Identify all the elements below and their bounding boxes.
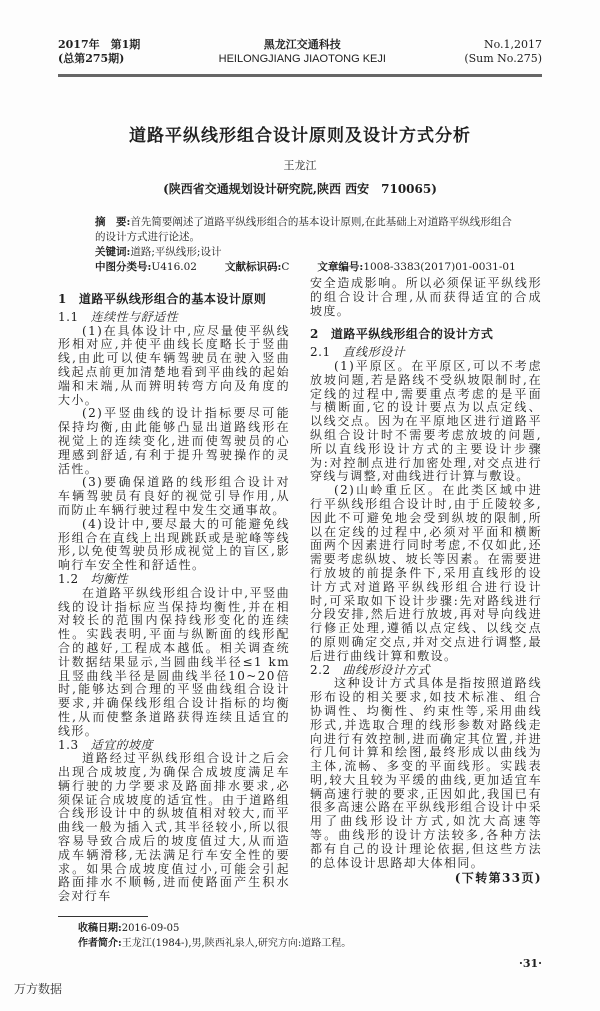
paragraph: (2)山岭重丘区。在此类区域中进行平纵线形组合设计时,由于丘陵较多,因此不可避免地会受到纵坡的限制,所以在定线的过程中,必须对平面和横断面两个因素进行同时考虑,不仅如此,还需要考虑纵坡、坡长等因素。在需要进行放坡的前提条件下,采用直线形的设计方式对道路平纵线形组合进行设计时,可采取如下设计步骤:先对路线进行分段安排,然后进行放坡,再对导向线进行修正处理,遵循以点定线、以线交点的原则确定交点,并对交点进行调整,最后进行曲线计算和敷设。 [310, 483, 542, 663]
paragraph: 在道路平纵线形组合设计中,平竖曲线的设计指标应当保持均衡性,并在相对较长的范围内保持线形变化的连续性。实践表明,平面与纵断面的线形配合的越好,工程成本越低。相关调查统计数据结果显示,当圆曲线半径≤1 km且竖曲线半径是圆曲线半径10~20倍时,能够达到合理的平竖曲线组合设计要求,并确保线形组合设计指标的均衡性,从而使整条道路获得连续且适宜的线形。 [58, 585, 290, 738]
abstract-text: 首先简要阐述了道路平纵线形组合的基本设计原则,在此基础上对道路平纵线形组合的设计方式进行论述。 [95, 216, 512, 243]
doc-code-value: C [281, 261, 290, 273]
received-label: 收稿日期: [78, 923, 122, 935]
author: 王龙江 [283, 159, 317, 172]
left-column [58, 283, 290, 904]
section-title: 适宜的坡度 [90, 737, 154, 752]
paragraph: (1)平原区。在平原区,可以不考虑放坡问题,若是路线不受纵坡限制时,在定线的过程中,需要重点考虑的是平面与横断面,它的设计要点为以点定线、以线交点。因为在平原地区进行道路平纵组合设计时不需要考虑放坡的问题,所以直线形设计方式的主要设计步骤为:对控制点进行加密处理,对交点进行穿线与调整,对曲线进行计算与敷设。 [310, 358, 542, 484]
doc-code-label: 文献标识码: [224, 261, 282, 273]
affiliation: (陕西省交通规划设计研究院,陕西 西安 710065) [163, 182, 437, 196]
issue-no: No.1,2017 [483, 38, 542, 51]
bio-label: 作者简介: [78, 938, 122, 950]
section-title: 连续性与舒适性 [90, 309, 179, 324]
bio-text: 王龙江(1984-),男,陕西礼泉人,研究方向:道路工程。 [121, 938, 352, 950]
issue-sum: (Sum No.275) [464, 52, 542, 65]
paragraph: (1)在具体设计中,应尽量使平纵线形相对应,并使平曲线长度略长于竖曲线,由此可以使车辆驾驶员在驶入竖曲线起点前更加清楚地看到平曲线的起始端和末端,从而辨明转弯方向及角度的大小。 [58, 323, 290, 407]
continued-note: (下转第33页) [454, 871, 542, 886]
right-column [310, 276, 542, 886]
section-number: 2 [310, 327, 319, 342]
running-header [58, 38, 542, 66]
page-number: ·31· [519, 957, 542, 971]
section-number: 1.2 [58, 571, 79, 586]
section-title: 道路平纵线形组合的设计方式 [330, 327, 494, 342]
keywords-label: 关键词: [95, 246, 131, 258]
keywords-text: 道路;平纵线形;设计 [130, 246, 222, 258]
section-title: 均衡性 [90, 571, 129, 586]
paragraph: 道路经过平纵线形组合设计之后会出现合成坡度,为确保合成坡度满足车辆行驶的力学要求及路面排水要求,必须保证合成坡度的适宜性。由于道路组合线形设计中的纵坡值相对较大,而平曲线一般为插入式,其半径较小,所以很容易导致合成后的坡度值过大,从而造成车辆滑移,无法满足行车安全性的要求。如果合成坡度值过小,可能会引起路面排水不顺畅,进而使路面产生积水会对行车 [58, 751, 290, 904]
section-1-heading [58, 293, 290, 307]
received-date: 2016-09-05 [121, 923, 180, 935]
watermark: 万方数据 [14, 982, 63, 997]
article-no-label: 文章编号: [317, 261, 364, 273]
footnote-received [78, 921, 542, 936]
section-2-heading [310, 328, 542, 342]
paragraph: (2)平竖曲线的设计指标要尽可能保持均衡,由此能够凸显出道路线形在视觉上的连续变化,进而使驾驶员的心理感到舒适,有利于提升驾驶操作的灵活性。 [58, 406, 290, 476]
issue-info-en [464, 38, 542, 66]
section-1-1-heading [58, 311, 290, 325]
section-number: 2.1 [310, 345, 331, 360]
body-columns [58, 276, 542, 904]
paragraph: 这种设计方式具体是指按照道路线形布设的相关要求,如技术标准、组合协调性、均衡性、约束性等,采用曲线形式,并选取合理的线形参数对路线走向进行有效控制,进而确定其位置,并进行几何计算和绘图,最终形成以曲线为主体,流畅、多变的平面线形。实践表明,较大且较为平缓的曲线,更加适宜车辆高速行驶的要求,正因如此,我国已有很多高速公路在平纵线形组合设计中采用了曲线形设计方式,如沈大高速等等。曲线形的设计方法较多,各种方法都有自己的设计理论依据,但这些方法的总体设计思路却大体相同。 [310, 676, 542, 870]
paragraph: (4)设计中,要尽最大的可能避免线形组合在直线上出现跳跃或是驼峰等线形,以免使驾驶员形成视觉上的盲区,影响行车安全性和舒适性。 [58, 516, 290, 573]
journal-name-en: HEILONGJIANG JIAOTONG KEJI [218, 53, 386, 65]
abstract-block [95, 215, 520, 275]
classification-line [95, 260, 520, 275]
section-2-1-heading [310, 346, 542, 360]
journal-name [219, 38, 386, 66]
section-title: 直线形设计 [342, 345, 406, 360]
section-number: 2.2 [310, 662, 331, 677]
article-no-value: 1008-3383(2017)01-0031-01 [363, 261, 516, 273]
section-number: 1 [58, 292, 67, 306]
keywords [95, 245, 520, 260]
section-number: 1.3 [58, 737, 79, 752]
section-title: 曲线形设计方式 [342, 662, 431, 677]
abstract-label: 摘 要: [95, 216, 131, 228]
footnote-bio [78, 936, 542, 951]
header-rule [58, 74, 542, 77]
paragraph: 安全造成影响。所以必须保证平纵线形的组合设计合理,从而获得适宜的合成坡度。 [310, 276, 542, 318]
issue-year: 2017年 第1期 [58, 38, 141, 51]
section-number: 1.1 [58, 309, 79, 324]
paragraph: (3)要确保道路的线形组合设计对车辆驾驶员有良好的视觉引导作用,从而防止车辆行驶过程中发生交通事故。 [58, 475, 290, 517]
abstract [95, 215, 520, 245]
journal-name-cn: 黑龙江交通科技 [263, 38, 341, 51]
section-title: 道路平纵线形组合的基本设计原则 [78, 292, 267, 306]
page-number-row [58, 957, 542, 971]
clc-label: 中图分类号: [95, 261, 152, 273]
issue-total: (总第275期) [58, 52, 125, 65]
article-title: 道路平纵线形组合设计原则及设计方式分析 [129, 126, 471, 146]
footnote-rule [58, 916, 148, 917]
issue-info [58, 38, 140, 66]
clc-value: U416.02 [151, 261, 197, 273]
section-1-2-heading [58, 573, 290, 587]
